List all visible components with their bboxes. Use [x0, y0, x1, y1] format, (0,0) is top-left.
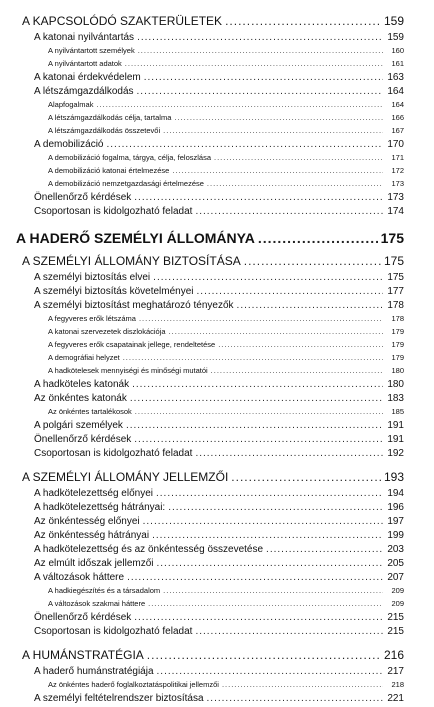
toc-entry[interactable] — [22, 139, 404, 153]
toc-entry-page: 209 — [391, 586, 404, 595]
toc-entry-title: A változások háttere — [34, 572, 125, 583]
dot-leader — [231, 470, 381, 484]
toc-entry-title: A létszámgazdálkodás célja, tartalma — [48, 113, 172, 122]
dot-leader — [137, 86, 383, 97]
toc-entry-title: A személyi biztosítás követelményei — [34, 286, 194, 297]
toc-entry-title: A demobilizáció nemzetgazdasági értelmezése — [48, 179, 204, 188]
toc-entry[interactable] — [22, 666, 404, 680]
toc-entry-page: 178 — [387, 300, 404, 311]
toc-entry-page: 180 — [391, 366, 404, 375]
toc-entry-title: Csoportosan is kidolgozható feladat — [34, 448, 193, 459]
toc-entry-title: A demográfiai helyzet — [48, 353, 120, 362]
toc-entry-title: A HUMÁNSTRATÉGIA — [22, 648, 144, 662]
dot-leader — [152, 530, 383, 541]
toc-entry-page: 173 — [387, 192, 404, 203]
toc-entry-page: 170 — [387, 139, 404, 150]
toc-entry[interactable] — [22, 153, 404, 166]
toc-entry-page: 174 — [387, 206, 404, 217]
toc-entry-title: Az önkéntesség hátrányai — [34, 530, 150, 541]
toc-entry[interactable] — [22, 272, 404, 286]
toc-entry-title: A HADERŐ SZEMÉLYI ÁLLOMÁNYA — [16, 230, 255, 246]
toc-entry[interactable] — [22, 407, 404, 420]
toc-entry[interactable] — [22, 353, 404, 366]
toc-entry[interactable] — [22, 314, 404, 327]
dot-leader — [225, 14, 381, 28]
dot-leader — [126, 420, 383, 431]
toc-entry-title: A katonai érdekvédelem — [34, 72, 141, 83]
toc-entry[interactable] — [22, 286, 404, 300]
toc-entry-title: A személyi biztosítást meghatározó tényezők — [34, 300, 234, 311]
toc-entry-page: 205 — [387, 558, 404, 569]
toc-entry[interactable] — [16, 230, 404, 254]
toc-entry-page: 194 — [387, 488, 404, 499]
dot-leader — [163, 126, 383, 135]
dot-leader — [127, 572, 383, 583]
dot-leader — [125, 59, 383, 68]
dot-leader — [172, 166, 383, 175]
toc-entry[interactable] — [22, 586, 404, 599]
dot-leader — [197, 286, 383, 297]
toc-entry-page: 215 — [387, 612, 404, 623]
toc-entry-title: A hadkötelesek mennyiségi és minőségi mutatói — [48, 366, 208, 375]
dot-leader — [130, 393, 383, 404]
toc-entry[interactable] — [22, 680, 404, 693]
toc-entry-page: 160 — [391, 46, 404, 55]
toc-entry-title: A demobilizáció — [34, 139, 104, 150]
toc-entry-title: Alapfogalmak — [48, 100, 94, 109]
dot-leader — [222, 680, 383, 689]
dot-leader — [258, 230, 378, 246]
toc-entry-title: Az elmúlt időszak jellemzői — [34, 558, 154, 569]
toc-entry-page: 183 — [387, 393, 404, 404]
toc-entry[interactable] — [22, 572, 404, 586]
toc-entry-page: 179 — [391, 327, 404, 336]
toc-entry-page: 180 — [387, 379, 404, 390]
dot-leader — [174, 113, 383, 122]
toc-entry-page: 166 — [391, 113, 404, 122]
toc-entry-title: A létszámgazdálkodás összetevői — [48, 126, 161, 135]
toc-entry[interactable] — [22, 86, 404, 100]
toc-entry[interactable] — [22, 59, 404, 72]
dot-leader — [138, 46, 383, 55]
toc-entry[interactable] — [22, 72, 404, 86]
toc-entry[interactable] — [22, 113, 404, 126]
toc-entry[interactable] — [22, 626, 404, 640]
toc-entry[interactable] — [22, 166, 404, 179]
dot-leader — [207, 693, 383, 704]
toc-entry-page: 173 — [391, 179, 404, 188]
dot-leader — [123, 353, 383, 362]
toc-entry-title: A személyi biztosítás elvei — [34, 272, 151, 283]
toc-entry-page: 203 — [387, 544, 404, 555]
toc-entry-page: 159 — [383, 14, 404, 28]
toc-entry-page: 207 — [387, 572, 404, 583]
toc-entry[interactable] — [22, 340, 404, 353]
toc-entry-title: Önellenőrző kérdések — [34, 612, 132, 623]
toc-entry[interactable] — [22, 366, 404, 379]
toc-entry-page: 175 — [383, 254, 404, 268]
toc-entry-page: 191 — [387, 420, 404, 431]
toc-entry[interactable] — [22, 502, 404, 516]
toc-entry-page: 159 — [387, 32, 404, 43]
toc-entry-title: A személyi feltételrendszer biztosítása — [34, 693, 204, 704]
dot-leader — [207, 179, 383, 188]
toc-entry-title: A hadkötelezettség és az önkéntesség összevetése — [34, 544, 264, 555]
toc-entry-title: Az önkéntesség előnyei — [34, 516, 140, 527]
toc-entry-title: A hadköteles katonák — [34, 379, 130, 390]
dot-leader — [156, 488, 383, 499]
toc-entry-page: 177 — [387, 286, 404, 297]
toc-entry-page: 218 — [391, 680, 404, 689]
toc-entry-title: Az önkéntes tartalékosok — [48, 407, 132, 416]
toc-entry[interactable] — [22, 32, 404, 46]
toc-entry-page: 161 — [391, 59, 404, 68]
toc-entry[interactable] — [22, 254, 404, 272]
dot-leader — [168, 502, 383, 513]
toc-entry[interactable] — [22, 516, 404, 530]
toc-entry-page: 192 — [387, 448, 404, 459]
toc-entry-title: Az önkéntes haderő foglalkoztatáspolitikai jellemzői — [48, 680, 219, 689]
dot-leader — [153, 272, 383, 283]
dot-leader — [134, 192, 383, 203]
toc-entry[interactable] — [22, 599, 404, 612]
toc-entry-page: 197 — [387, 516, 404, 527]
toc-entry-title: A polgári személyek — [34, 420, 123, 431]
toc-entry[interactable] — [22, 192, 404, 206]
toc-entry[interactable] — [22, 179, 404, 192]
toc-entry-title: A hadkiegészítés és a társadalom — [48, 586, 161, 595]
toc-entry-page: 171 — [391, 153, 404, 162]
toc-entry-title: A nyilvántartott adatok — [48, 59, 122, 68]
toc-entry[interactable] — [22, 544, 404, 558]
toc-entry-title: Csoportosan is kidolgozható feladat — [34, 206, 193, 217]
dot-leader — [169, 327, 383, 336]
dot-leader — [195, 448, 383, 459]
toc-entry-title: A katonai nyilvántartás — [34, 32, 135, 43]
toc-entry-page: 178 — [391, 314, 404, 323]
toc-entry-title: Csoportosan is kidolgozható feladat — [34, 626, 193, 637]
dot-leader — [157, 666, 383, 677]
toc-entry-page: 175 — [380, 230, 404, 246]
toc-entry-page: 164 — [391, 100, 404, 109]
dot-leader — [106, 139, 383, 150]
dot-leader — [96, 100, 383, 109]
toc-entry-title: A SZEMÉLYI ÁLLOMÁNY JELLEMZŐI — [22, 470, 229, 484]
dot-leader — [144, 72, 383, 83]
toc-entry[interactable] — [22, 14, 404, 32]
toc-entry-page: 179 — [391, 353, 404, 362]
dot-leader — [137, 32, 383, 43]
toc-entry[interactable] — [22, 420, 404, 434]
toc-entry[interactable] — [22, 488, 404, 502]
toc-entry-page: 164 — [387, 86, 404, 97]
toc-entry[interactable] — [22, 379, 404, 393]
toc-entry-page: 175 — [387, 272, 404, 283]
toc-entry-page: 163 — [387, 72, 404, 83]
toc-entry[interactable] — [22, 470, 404, 488]
toc-entry-title: A demobilizáció fogalma, tárgya, célja, feloszlása — [48, 153, 212, 162]
toc-entry-page: 221 — [387, 693, 404, 704]
toc-entry-page: 196 — [387, 502, 404, 513]
toc-entry-title: A demobilizáció katonai értelmezése — [48, 166, 170, 175]
toc-entry-title: A fegyveres erők csapatainak jellege, rendeltetése — [48, 340, 216, 349]
toc-entry-page: 193 — [383, 470, 404, 484]
toc-entry-page: 185 — [391, 407, 404, 416]
toc-entry-title: A KAPCSOLÓDÓ SZAKTERÜLETEK — [22, 14, 223, 28]
dot-leader — [266, 544, 383, 555]
dot-leader — [139, 314, 383, 323]
dot-leader — [237, 300, 383, 311]
toc-entry-page: 172 — [391, 166, 404, 175]
toc-entry[interactable] — [22, 100, 404, 113]
toc-entry-page: 215 — [387, 626, 404, 637]
dot-leader — [143, 516, 383, 527]
toc-entry-title: A hadkötelezettség hátrányai: — [34, 502, 166, 513]
dot-leader — [218, 340, 383, 349]
toc-entry[interactable] — [22, 434, 404, 448]
dot-leader — [135, 407, 383, 416]
toc-entry[interactable] — [22, 393, 404, 407]
dot-leader — [157, 558, 384, 569]
toc-entry[interactable] — [22, 693, 404, 707]
dot-leader — [132, 379, 383, 390]
toc-entry[interactable] — [22, 558, 404, 572]
toc-entry-title: Önellenőrző kérdések — [34, 434, 132, 445]
toc-entry-page: 179 — [391, 340, 404, 349]
toc-entry[interactable] — [22, 530, 404, 544]
toc-entry-page: 167 — [391, 126, 404, 135]
dot-leader — [244, 254, 381, 268]
toc-entry[interactable] — [22, 327, 404, 340]
toc-entry-title: Az önkéntes katonák — [34, 393, 127, 404]
toc-entry[interactable] — [22, 612, 404, 626]
toc-entry-page: 217 — [387, 666, 404, 677]
toc-entry-title: A hadkötelezettség előnyei — [34, 488, 153, 499]
toc-entry-page: 191 — [387, 434, 404, 445]
toc-entry-page: 216 — [383, 648, 404, 662]
toc-entry[interactable] — [22, 46, 404, 59]
toc-entry-title: A haderő humánstratégiája — [34, 666, 154, 677]
dot-leader — [148, 599, 383, 608]
toc-entry-title: A nyilvántartott személyek — [48, 46, 135, 55]
toc-entry-title: A létszámgazdálkodás — [34, 86, 134, 97]
toc-entry[interactable] — [22, 448, 404, 462]
toc-entry-title: Önellenőrző kérdések — [34, 192, 132, 203]
toc-entry[interactable] — [22, 300, 404, 314]
dot-leader — [134, 612, 383, 623]
toc-entry-page: 199 — [387, 530, 404, 541]
dot-leader — [211, 366, 383, 375]
dot-leader — [195, 626, 383, 637]
toc-entry[interactable] — [22, 126, 404, 139]
toc-entry-title: A SZEMÉLYI ÁLLOMÁNY BIZTOSÍTÁSA — [22, 254, 241, 268]
toc-entry-title: A változások szakmai háttere — [48, 599, 146, 608]
toc-entry-title: A fegyveres erők létszáma — [48, 314, 136, 323]
dot-leader — [214, 153, 383, 162]
dot-leader — [163, 586, 383, 595]
toc-entry[interactable] — [22, 206, 404, 220]
toc-entry-page: 209 — [391, 599, 404, 608]
toc-entry-title: A katonai szervezetek diszlokációja — [48, 327, 166, 336]
dot-leader — [195, 206, 383, 217]
dot-leader — [147, 648, 381, 662]
dot-leader — [134, 434, 383, 445]
